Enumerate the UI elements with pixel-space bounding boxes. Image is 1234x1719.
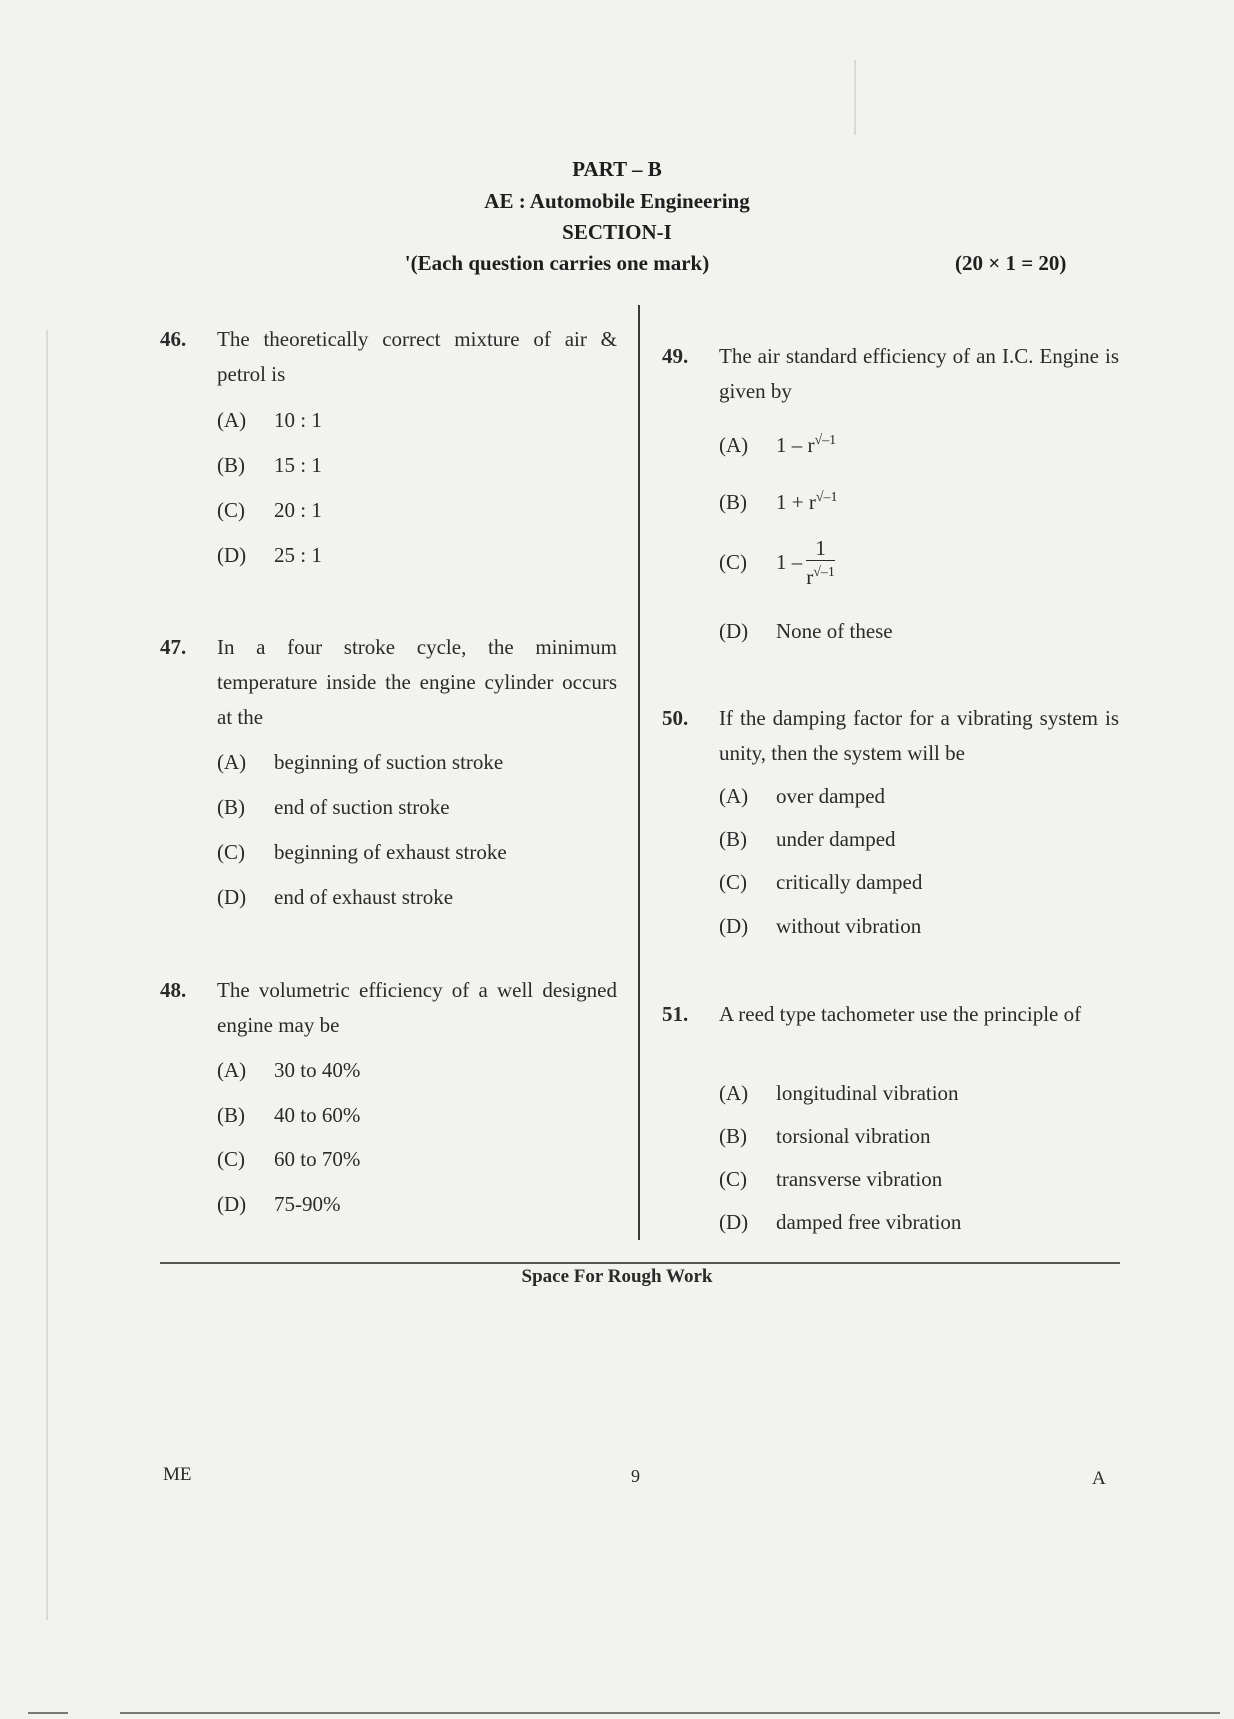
question-stem: The air standard efficiency of an I.C. Engine is given by [719, 344, 1119, 403]
scan-margin-line [46, 330, 48, 1620]
part-heading: PART – B [572, 157, 662, 181]
option-50-b: (B) under damped [719, 827, 896, 851]
page-number: 9 [631, 1466, 640, 1486]
option-51-b: (B) torsional vibration [719, 1124, 931, 1148]
marks-total: (20 × 1 = 20) [955, 251, 1067, 275]
option-47-b: (B) end of suction stroke [217, 795, 450, 819]
formula-b: 1 + r [776, 490, 816, 514]
option-49-a: (A) $1 - r^{√-1}$ [719, 433, 837, 457]
option-50-c: (C) critically damped [719, 870, 923, 894]
formula-c-denominator: r [806, 565, 814, 589]
question-number: 46. [160, 327, 187, 351]
option-50-d: (D) without vibration [719, 914, 922, 938]
option-51-c: (C) transverse vibration [719, 1167, 943, 1191]
option-47-c: (C) beginning of exhaust stroke [217, 840, 507, 864]
option-51-d: (D) damped free vibration [719, 1210, 962, 1234]
formula-a: 1 – r [776, 433, 815, 457]
subject-code: ME [163, 1464, 192, 1485]
option-46-a: (A) 10 : 1 [217, 408, 322, 432]
option-46-b: (B) 15 : 1 [217, 453, 322, 477]
option-48-c: (C) 60 to 70% [217, 1147, 361, 1171]
scan-bottom-stub [28, 1712, 68, 1714]
scan-bottom-line [120, 1712, 1220, 1714]
scan-top-mark [854, 60, 856, 135]
option-47-a: (A) beginning of suction stroke [217, 750, 504, 774]
question-number: 49. [662, 344, 689, 368]
option-46-c: (C) 20 : 1 [217, 498, 322, 522]
option-47-d: (D) end of exhaust stroke [217, 885, 454, 909]
option-48-a: (A) 30 to 40% [217, 1058, 361, 1082]
subject-heading: AE : Automobile Engineering [484, 189, 750, 213]
question-number: 47. [160, 635, 187, 659]
option-49-c: (C) 1 – $\frac{1}{r^{√-1}}$ [719, 536, 835, 589]
option-50-a: (A) over damped [719, 784, 886, 808]
question-stem: The volumetric efficiency of a well designed engine may be [217, 978, 617, 1037]
option-49-d: (D) None of these [719, 619, 893, 643]
marking-note: '(Each question carries one mark) [404, 251, 710, 275]
question-number: 50. [662, 706, 689, 730]
formula-c-lead: 1 – [776, 550, 803, 574]
rough-work-label: Space For Rough Work [521, 1266, 713, 1287]
section-heading: SECTION-I [562, 220, 672, 244]
formula-c-numerator: 1 [806, 536, 835, 561]
option-48-b: (B) 40 to 60% [217, 1103, 361, 1127]
formula-c-exponent: √–1 [813, 565, 835, 580]
option-46-d: (D) 25 : 1 [217, 543, 322, 567]
column-divider [638, 305, 640, 1240]
option-49-b: (B) $1 + r^{√-1}$ [719, 490, 838, 514]
question-stem: A reed type tachometer use the principle of [719, 1002, 1082, 1026]
question-stem: The theoretically correct mixture of air & petrol is [217, 327, 617, 386]
formula-b-exponent: √–1 [815, 490, 838, 505]
formula-c-fraction [806, 536, 835, 589]
rough-work-rule [160, 1262, 1120, 1264]
question-stem: If the damping factor for a vibrating system is unity, then the system will be [719, 706, 1119, 765]
formula-a-exponent: √–1 [814, 433, 837, 448]
series-letter: A [1092, 1468, 1106, 1489]
option-48-d: (D) 75-90% [217, 1192, 341, 1216]
option-51-a: (A) longitudinal vibration [719, 1081, 959, 1105]
question-number: 48. [160, 978, 187, 1002]
question-number: 51. [662, 1002, 689, 1026]
question-stem: In a four stroke cycle, the minimum temperature inside the engine cylinder occurs at the [217, 635, 617, 729]
